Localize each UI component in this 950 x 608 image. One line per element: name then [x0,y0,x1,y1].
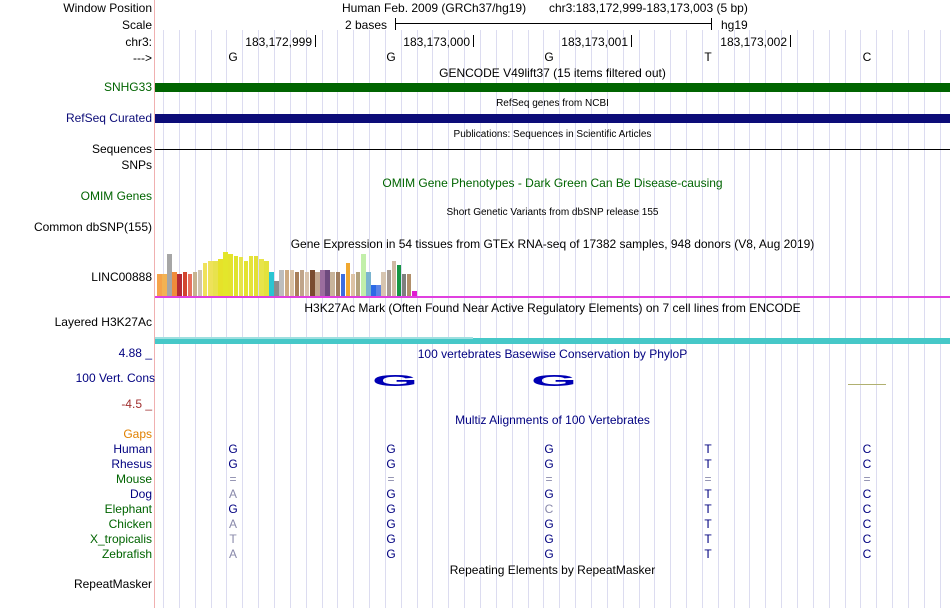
gtex-tissue-bar[interactable] [167,254,172,296]
alignment-base: A [228,517,237,531]
ruler-tick [790,35,791,47]
phylop-track-title: 100 vertebrates Basewise Conservation by PhyloP [417,347,688,361]
label-strand[interactable]: ---> [133,51,152,65]
gtex-tissue-bar[interactable] [244,261,249,296]
alignment-base: G [228,502,238,516]
label-chrom[interactable]: chr3: [125,35,152,49]
label-gencode-gene[interactable]: SNHG33 [103,80,152,94]
gencode-track-title: GENCODE V49lift37 (15 items filtered out) [439,66,666,80]
ruler-label: 183,173,000 [403,35,470,49]
gtex-tissue-bar[interactable] [381,272,386,296]
label-dbsnp[interactable]: Common dbSNP(155) [33,220,152,234]
omim-track-title: OMIM Gene Phenotypes - Dark Green Can Be Disease-causing [382,176,723,190]
conservation-logo-2[interactable] [529,372,579,388]
label-cons[interactable]: 100 Vert. Cons [75,371,155,385]
dna-base: G [228,50,238,64]
gtex-tissue-bar[interactable] [325,270,330,296]
alignment-base: A [228,547,237,561]
refseq-track-title: RefSeq genes from NCBI [496,98,609,109]
label-omim[interactable]: OMIM Genes [80,189,152,203]
gtex-tissue-bar[interactable] [351,274,356,296]
dna-base: G [386,50,396,64]
alignment-base: G [386,547,396,561]
gtex-tissue-bar[interactable] [193,272,198,296]
gtex-tissue-bar[interactable] [274,281,279,296]
gtex-tissue-bar[interactable] [315,272,320,296]
alignment-base: T [704,457,712,471]
alignment-base: G [386,532,396,546]
scale-db: hg19 [721,18,748,32]
gtex-tissue-bar[interactable] [407,274,412,296]
repeatmasker-track-title: Repeating Elements by RepeatMasker [449,563,656,577]
alignment-base: C [862,457,872,471]
h3k27ac-track-title: H3K27Ac Mark (Often Found Near Active Regulatory Elements) on 7 cell lines from ENCODE [304,301,801,315]
scale-bar-left-cap [395,18,396,30]
alignment-base: = [229,472,237,486]
dna-base: T [704,50,712,64]
alignment-base: A [228,487,237,501]
alignment-base: T [704,547,712,561]
alignment-base: T [704,442,712,456]
alignment-base: G [386,517,396,531]
gtex-tissue-bar[interactable] [198,270,203,296]
gtex-tissue-bar[interactable] [285,270,290,296]
alignment-base: C [862,532,872,546]
label-snps[interactable]: SNPs [121,158,152,172]
gtex-tissue-bar[interactable] [356,272,361,296]
alignment-base: T [229,532,237,546]
alignment-base: = [387,472,395,486]
scale-bar-right-cap [711,18,712,30]
label-sequences[interactable]: Sequences [91,142,152,156]
gencode-gene-bar[interactable] [155,83,950,92]
scale-bar [396,23,712,24]
species-label[interactable]: Mouse [115,472,152,486]
gtex-tissue-bar[interactable] [157,274,162,296]
gtex-tissue-bar[interactable] [254,256,259,296]
gtex-tissue-bar[interactable] [392,261,397,296]
alignment-base: G [386,442,396,456]
alignment-base: G [544,487,554,501]
gtex-tissue-bar[interactable] [234,256,239,296]
gtex-tissue-bar[interactable] [376,285,381,296]
species-label[interactable]: X_tropicalis [89,532,152,546]
gtex-tissue-bar[interactable] [320,270,325,296]
dbsnp-track-title: Short Genetic Variants from dbSNP release 155 [446,207,659,218]
gtex-tissue-bar[interactable] [295,272,300,296]
gtex-tissue-bar[interactable] [239,257,244,296]
gtex-tissue-bar[interactable] [208,261,213,296]
ruler-tick [631,35,632,47]
gtex-tissue-bar[interactable] [300,270,305,296]
alignment-base: G [544,532,554,546]
alignment-base: C [862,502,872,516]
ruler-tick [315,35,316,47]
gtex-tissue-bar[interactable] [366,272,371,296]
species-label[interactable]: Chicken [108,517,152,531]
gtex-tissue-bar[interactable] [162,274,167,296]
alignment-base: C [862,442,872,456]
gtex-tissue-bar[interactable] [183,272,188,296]
gtex-tissue-bar[interactable] [387,270,392,296]
publications-track-title: Publications: Sequences in Scientific Articles [453,129,652,140]
gtex-tissue-bar[interactable] [213,261,218,296]
gtex-tissue-bar[interactable] [346,263,351,296]
dna-base: C [862,50,872,64]
species-label[interactable]: Dog [129,487,152,501]
alignment-base: = [545,472,553,486]
gtex-tissue-bar[interactable] [218,259,223,296]
gtex-tissue-bar[interactable] [397,265,402,296]
alignment-base: G [544,457,554,471]
dna-base: G [544,50,554,64]
refseq-gene-bar[interactable] [155,114,950,123]
gtex-tissue-bar[interactable] [361,254,366,296]
alignment-base: = [704,472,712,486]
species-label[interactable]: Human [113,442,152,456]
assembly-title: Human Feb. 2009 (GRCh37/hg19) [342,1,527,15]
label-cons-bottom: -4.5 _ [121,397,152,411]
conservation-logo-1[interactable] [370,372,420,388]
gtex-tissue-bar[interactable] [290,270,295,296]
ruler-label: 183,172,999 [245,35,312,49]
gtex-tissue-bar[interactable] [310,270,315,296]
conservation-logo-letter: G [531,373,577,388]
alignment-base: T [704,517,712,531]
gtex-tissue-bar[interactable] [279,270,284,296]
alignment-base: T [704,502,712,516]
alignment-base: G [228,457,238,471]
species-label[interactable]: Elephant [104,502,152,516]
gtex-tissue-bar[interactable] [330,272,335,296]
gtex-tissue-bar[interactable] [172,272,177,296]
species-label[interactable]: Rhesus [111,457,152,471]
ruler-label: 183,173,001 [561,35,628,49]
label-repeatmasker[interactable]: RepeatMasker [73,577,152,591]
label-gaps[interactable]: Gaps [123,427,152,441]
gtex-tissue-bar[interactable] [177,274,182,296]
gtex-tissue-bar[interactable] [269,272,274,296]
label-cons-top: 4.88 _ [118,346,152,360]
alignment-base: G [386,457,396,471]
gtex-tissue-bar[interactable] [188,274,193,296]
ruler-tick [473,35,474,47]
label-window-position[interactable]: Window Position [63,1,152,15]
multiz-track-title: Multiz Alignments of 100 Vertebrates [455,413,650,427]
publications-line [155,149,950,150]
position-readout: chr3:183,172,999-183,173,003 (5 bp) [549,1,748,15]
alignment-base: G [544,442,554,456]
alignment-base: C [544,502,554,516]
gtex-baseline [155,296,950,298]
gtex-tissue-bar[interactable] [223,252,228,296]
label-refseq[interactable]: RefSeq Curated [65,111,152,125]
conservation-low-mark [848,384,886,385]
gtex-tissue-bar[interactable] [341,274,346,296]
label-scale[interactable]: Scale [121,18,152,32]
species-label[interactable]: Zebrafish [101,547,152,561]
alignment-base: G [544,547,554,561]
gtex-tissue-bar[interactable] [371,285,376,296]
gtex-tissue-bar[interactable] [402,274,407,296]
alignment-base: C [862,487,872,501]
gtex-tissue-bar[interactable] [249,256,254,296]
ruler-label: 183,173,002 [720,35,787,49]
scale-text: 2 bases [345,18,388,32]
gtex-track-title: Gene Expression in 54 tissues from GTEx RNA-seq of 17382 samples, 948 donors (V8, Aug 2019) [290,237,815,251]
alignment-base: G [386,502,396,516]
gtex-tissue-bar[interactable] [305,272,310,296]
h3k27ac-signal-low [155,337,473,339]
gtex-tissue-bar[interactable] [259,259,264,296]
label-h3k27ac[interactable]: Layered H3K27Ac [54,315,152,329]
alignment-base: = [863,472,871,486]
gtex-tissue-bar[interactable] [264,261,269,296]
gtex-tissue-bar[interactable] [203,263,208,296]
alignment-base: G [544,517,554,531]
alignment-base: G [228,442,238,456]
label-gtex-gene[interactable]: LINC00888 [91,270,152,284]
alignment-base: C [862,517,872,531]
alignment-base: T [704,487,712,501]
alignment-base: C [862,547,872,561]
alignment-base: T [704,532,712,546]
gtex-tissue-bar[interactable] [228,254,233,296]
conservation-logo-letter: G [372,373,418,388]
alignment-base: G [386,487,396,501]
gtex-tissue-bar[interactable] [336,272,341,296]
